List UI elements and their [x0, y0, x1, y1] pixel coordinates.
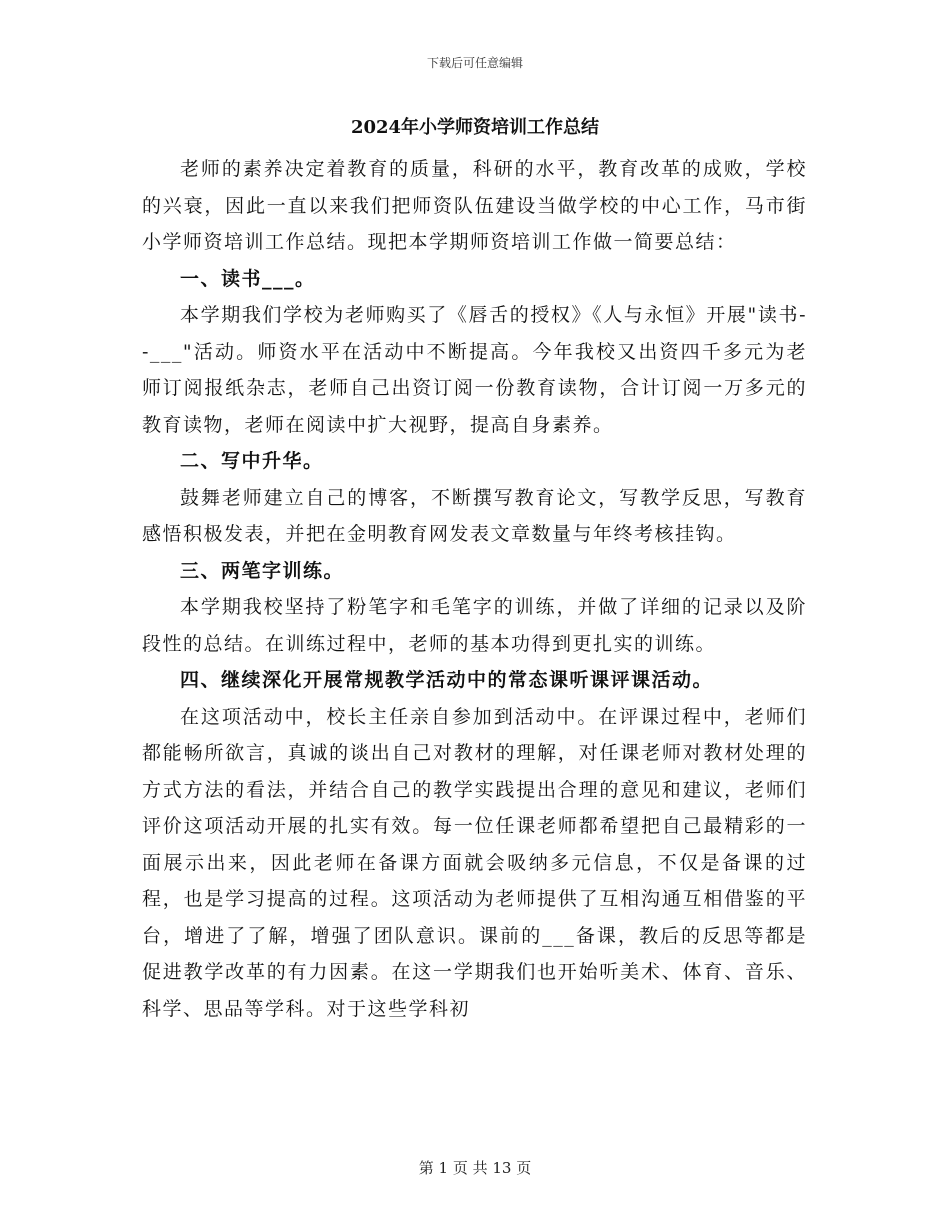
- section-2-paragraph: 鼓舞老师建立自己的博客，不断撰写教育论文，写教学反思，写教育感悟积极发表，并把在金明教育网发表文章数量与年终考核挂钩。: [142, 486, 807, 545]
- document-title: 2024年小学师资培训工作总结: [350, 117, 600, 138]
- section-1-paragraph: 本学期我们学校为老师购买了《唇舌的授权》《人与永恒》开展"读书--___"活动。师资水平在活动中不断提高。今年我校又出资四千多元为老师订阅报纸杂志，老师自己出资订阅一份教育读物，合计订阅一万多元的教育读物，老师在阅读中扩大视野，提高自身素养。: [142, 304, 807, 436]
- section-1-heading: 一、读书___。: [180, 267, 316, 290]
- section-3-heading: 三、两笔字训练。: [180, 559, 345, 582]
- header-note: 下载后可任意编辑: [426, 56, 523, 70]
- intro-paragraph: 老师的素养决定着教育的质量，科研的水平，教育改革的成败，学校的兴衰，因此一直以来我们把师资队伍建设当做学校的中心工作，马市街小学师资培训工作总结。现把本学期师资培训工作做一简要总结：: [142, 158, 807, 253]
- section-4-paragraph: 在这项活动中，校长主任亲自参加到活动中。在评课过程中，老师们都能畅所欲言，真诚的谈出自己对教材的理解，对任课老师对教材处理的方式方法的看法，并结合自己的教学实践提出合理的意见和建议，老师们评价这项活动开展的扎实有效。每一位任课老师都希望把自己最精彩的一面展示出来，因此老师在备课方面就会吸纳多元信息，不仅是备课的过程，也是学习提高的过程。这项活动为老师提供了互相沟通互相借鉴的平台，增进了了解，增强了团队意识。课前的___备课，教后的反思等都是促进教学改革的有力因素。在这一学期我们也开始听美术、体育、音乐、科学、思品等学科。对于这些学科初: [142, 705, 807, 1020]
- section-3-paragraph: 本学期我校坚持了粉笔字和毛笔字的训练，并做了详细的记录以及阶段性的总结。在训练过程中，老师的基本功得到更扎实的训练。: [142, 596, 807, 655]
- document-body: [142, 151, 807, 1027]
- section-4-heading: 四、继续深化开展常规教学活动中的常态课听课评课活动。: [180, 669, 714, 691]
- section-2-heading: 二、写中升华。: [180, 450, 324, 472]
- page-number-footer: 第 1 页 共 13 页: [418, 1159, 532, 1177]
